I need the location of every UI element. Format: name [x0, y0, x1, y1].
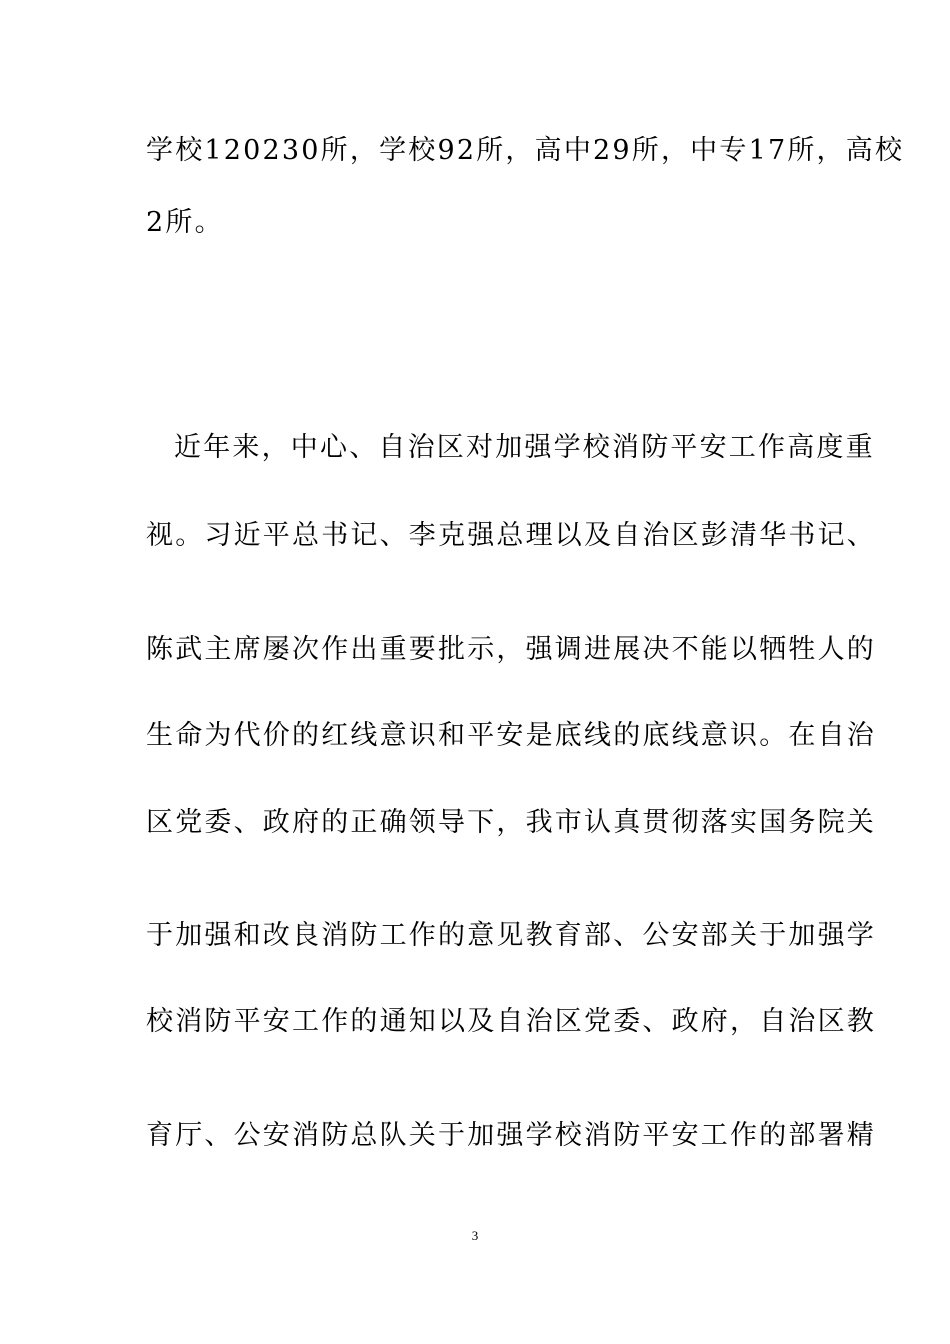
paragraph-2-line-8: 育厅、公安消防总队关于加强学校消防平安工作的部署精: [146, 1120, 876, 1151]
paragraph-2-line-3: 陈武主席屡次作出重要批示，强调进展决不能以牺牲人的: [146, 634, 876, 665]
paragraph-1-line-2: 2所。: [146, 207, 224, 238]
paragraph-2-line-5: 区党委、政府的正确领导下，我市认真贯彻落实国务院关: [146, 807, 876, 838]
page-number: 3: [471, 1228, 479, 1243]
paragraph-2-line-2: 视。习近平总书记、李克强总理以及自治区彭清华书记、: [146, 520, 876, 551]
paragraph-2-line-1: 近年来，中心、自治区对加强学校消防平安工作高度重: [174, 432, 875, 463]
paragraph-2-line-4: 生命为代价的红线意识和平安是底线的底线意识。在自治: [146, 720, 876, 751]
paragraph-1-line-1: 学校120230所，学校92所，高中29所，中专17所，高校: [146, 135, 905, 166]
paragraph-2-line-7: 校消防平安工作的通知以及自治区党委、政府，自治区教: [146, 1006, 876, 1037]
paragraph-2-line-6: 于加强和改良消防工作的意见教育部、公安部关于加强学: [146, 920, 876, 951]
